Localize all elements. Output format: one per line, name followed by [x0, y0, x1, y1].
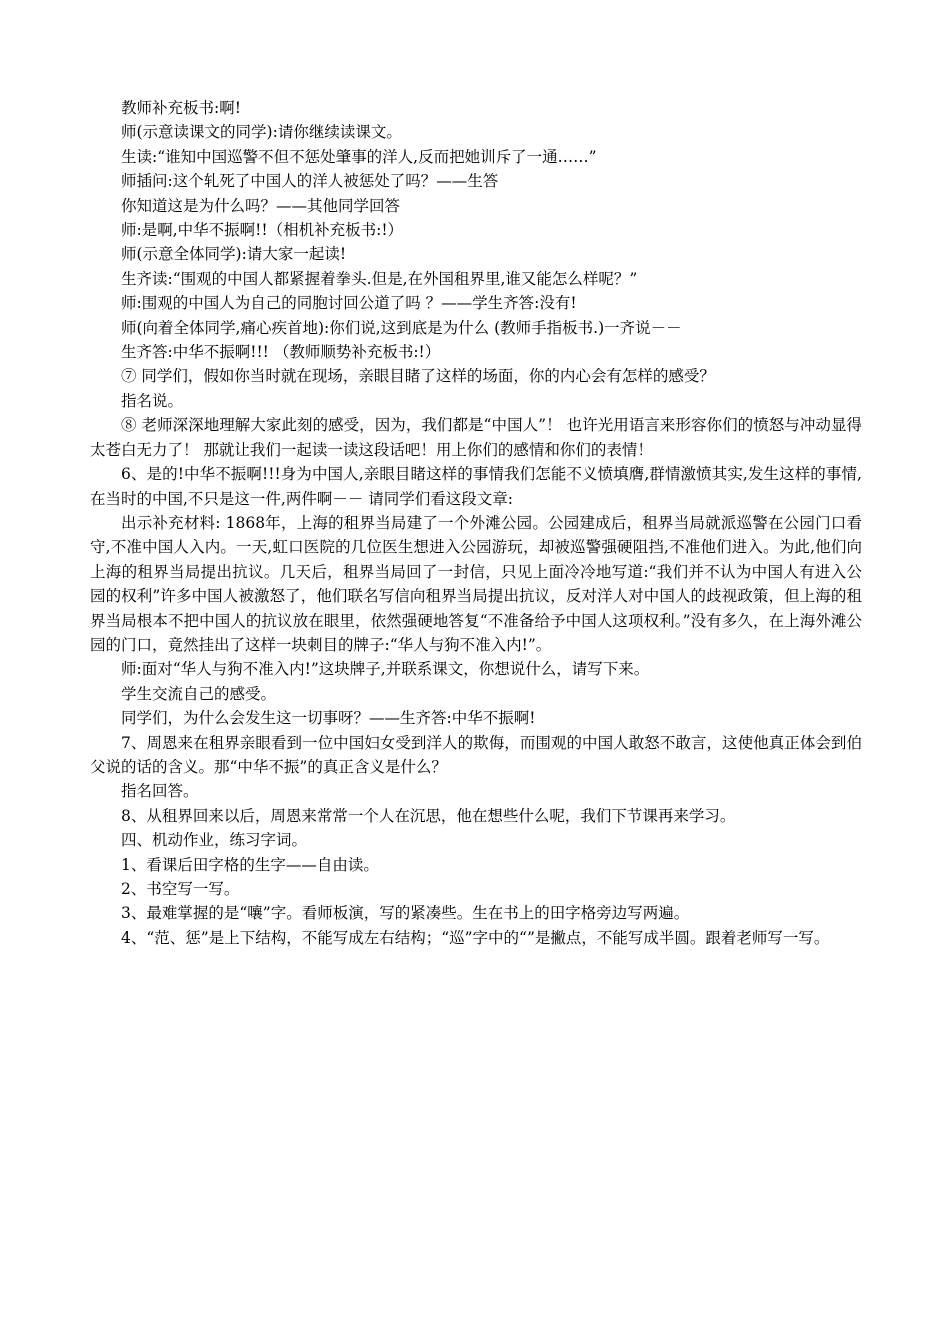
paragraph: 7、周恩来在租界亲眼看到一位中国妇女受到洋人的欺侮，而围观的中国人敢怒不敢言，这使他真正体会到伯父说的话的含义。那“中华不振”的真正含义是什么？	[90, 733, 862, 776]
paragraph: 指名回答。	[121, 782, 199, 801]
paragraph: 生齐读:“围观的中国人都紧握着拳头.但是,在外国租界里,谁又能怎么样呢？”	[121, 269, 638, 288]
paragraph: 8、从租界回来以后，周恩来常常一个人在沉思，他在想些什么呢，我们下节课再来学习。	[121, 806, 736, 825]
paragraph: ⑦ 同学们，假如你当时就在现场，亲眼目睹了这样的场面，你的内心会有怎样的感受？	[121, 367, 715, 386]
paragraph: 教师补充板书:啊!	[121, 99, 241, 117]
paragraph: 同学们，为什么会发生这一切事呀？——生齐答:中华不振啊!	[121, 709, 536, 728]
paragraph: 师(示意全体同学):请大家一起读!	[121, 245, 347, 264]
paragraph: 3、最难掌握的是“嚷”字。看师板演，写的紧凑些。生在书上的田字格旁边写两遍。	[121, 904, 690, 923]
paragraph: 师插问:这个轧死了中国人的洋人被惩处了吗？——生答	[121, 172, 499, 191]
paragraph: 生读:“谁知中国巡警不但不惩处肇事的洋人,反而把她训斥了一通……”	[121, 147, 597, 166]
paragraph: 四、机动作业，练习字词。	[121, 831, 308, 850]
paragraph: 指名说。	[121, 391, 184, 410]
paragraph: 4、“范、惩”是上下结构，不能写成左右结构；“巡”字中的“”是撇点，不能写成半圆。跟着老师写一写。	[121, 928, 830, 947]
paragraph: 师(向着全体同学,痛心疾首地):你们说,这到底是为什么 (教师手指板书.)一齐说－－	[121, 318, 682, 337]
document-body	[90, 96, 862, 950]
paragraph: 师:围观的中国人为自己的同胞讨回公道了吗 ？——学生齐答:没有!	[121, 294, 577, 313]
paragraph: 6、是的!中华不振啊!!!身为中国人,亲眼目睹这样的事情我们怎能不义愤填膺,群情激愤其实,发生这样的事情,在当时的中国,不只是这一件,两件啊－－ 请同学们看这段文章:	[90, 465, 862, 508]
paragraph: ⑧ 老师深深地理解大家此刻的感受，因为，我们都是“中国人”！ 也许光用语言来形容你们的愤怒与冲动显得太苍白无力了！ 那就让我们一起读一读这段话吧！用上你们的感情和你们的表情！	[90, 416, 862, 459]
paragraph: 1、看课后田字格的生字——自由读。	[121, 855, 379, 874]
paragraph: 出示补充材料: 1868年，上海的租界当局建了一个外滩公园。公园建成后，租界当局就派巡警在公园门口看守,不准中国人入内。一天,虹口医院的几位医生想进入公园游玩，却被巡警强硬阻挡,不准他们进入。为此,他们向上海的租界当局提出抗议。几天后，租界当局回了一封信，只见上面冷冷地写道:“我们并不认为中国人有进入公园的权利”许多中国人被激怒了，他们联名写信向租界当局提出抗议，反对洋人对中国人的歧视政策，但上海的租界当局根本不把中国人的抗议放在眼里，依然强硬地答复“不准备给予中国人这项权利。”没有多久，在上海外滩公园的门口，竟然挂出了这样一块刺目的牌子:“华人与狗不准入内!”。	[90, 513, 862, 654]
paragraph: 师:是啊,中华不振啊!!（相机补充板书:!）	[121, 221, 404, 240]
paragraph: 你知道这是为什么吗？——其他同学回答	[121, 196, 401, 215]
paragraph: 2、书空写一写。	[121, 880, 240, 898]
paragraph: 学生交流自己的感受。	[121, 684, 277, 703]
paragraph: 师:面对“华人与狗不准入内!”这块牌子,并联系课文，你想说什么，请写下来。	[121, 660, 650, 679]
paragraph: 生齐答:中华不振啊!!! （教师顺势补充板书:!）	[121, 343, 441, 362]
paragraph: 师(示意读课文的同学):请你继续读课文。	[121, 123, 402, 142]
